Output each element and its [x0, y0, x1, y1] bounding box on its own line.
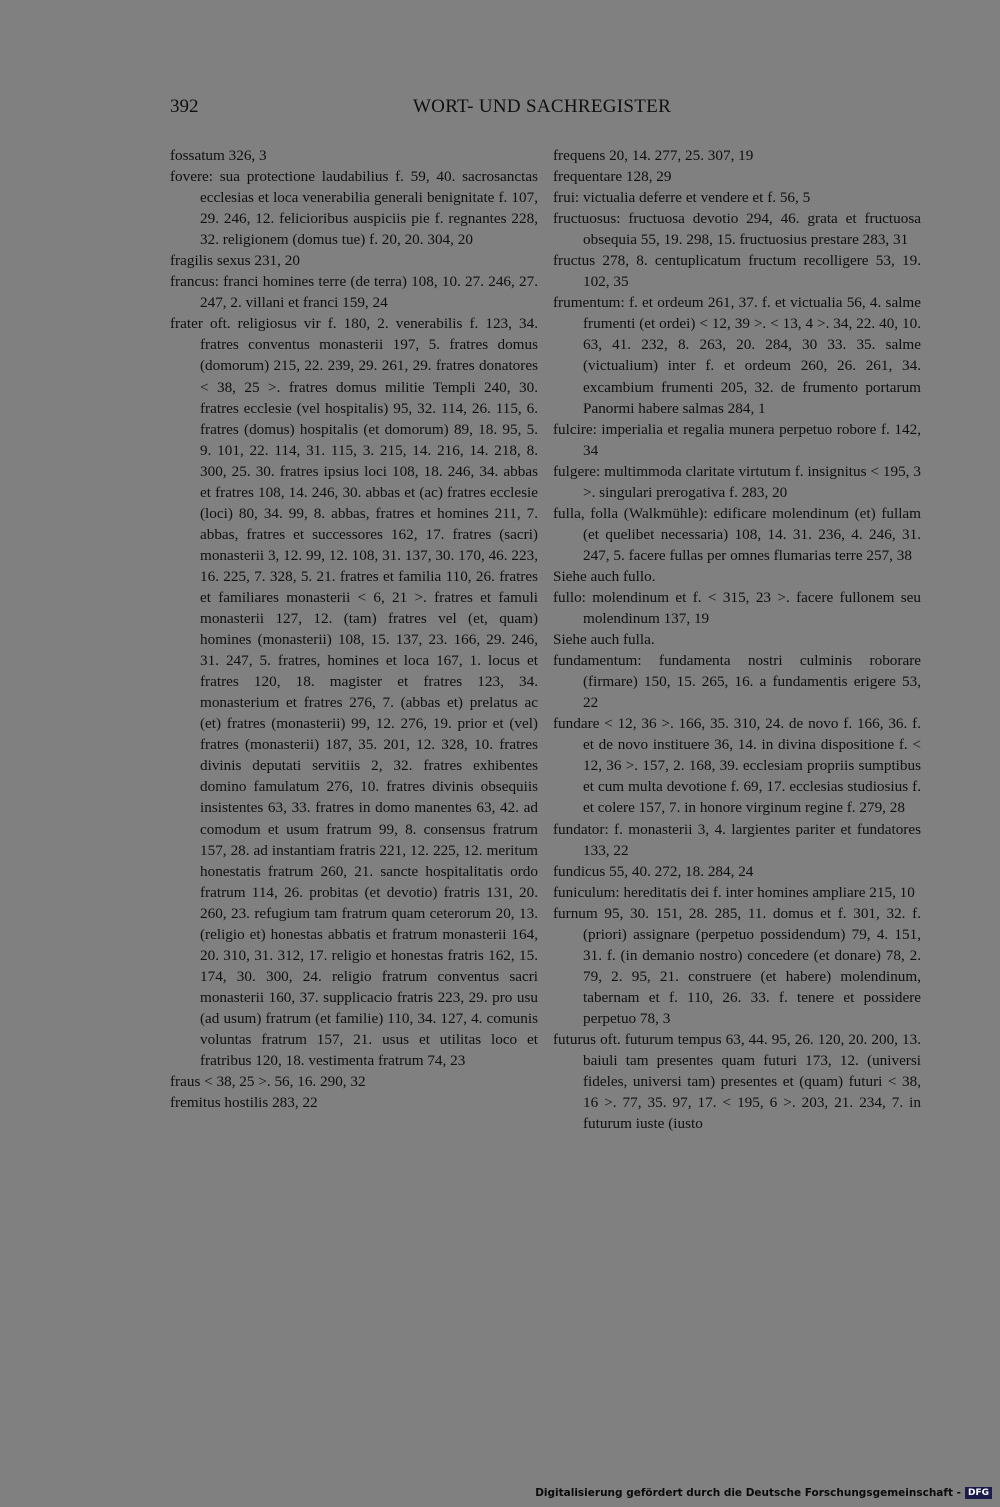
entry-text: fructuosus: fructuosa devotio 294, 46. grata et fructuosa obsequia 55, 19. 298, 15. fructuosius prestare 283, 31	[553, 210, 921, 249]
entry-text: fremitus hostilis 283, 22	[170, 1094, 318, 1112]
entry-text: fundamentum: fundamenta nostri culminis roborare (firmare) 150, 15. 265, 16. a fundamentis erigere 53, 22	[553, 652, 921, 712]
dfg-logo: DFG	[965, 1487, 992, 1499]
entry-text: funiculum: hereditatis dei f. inter homines ampliare 215, 10	[553, 883, 915, 901]
entry-text: fundicus 55, 40. 272, 18. 284, 24	[553, 862, 754, 880]
entry-text: fraus < 38, 25 >. 56, 16. 290, 32	[170, 1073, 366, 1091]
entry-text: fovere: sua protectione laudabilius f. 59, 40. sacrosanctas ecclesias et loca venerabilia generali benignitate f. 107, 29. 246, 12. felicioribus auspiciis pie f. regnantes 228, 32. religionem (domus tue) f. 20, 20. 304, 20	[170, 168, 538, 249]
entry-text: frumentum: f. et ordeum 261, 37. f. et victualia 56, 4. salme frumenti (et ordei) < 12, 39 >. < 13, 4 >. 34, 22. 40, 10. 63, 41. 232, 8. 263, 20. 284, 30 33. 35. salme (victualium) inter f. et ordeum 260, 26. 261, 34. excambium frumenti 205, 32. de frumento portarum Panormi habere salmas 284, 1	[553, 294, 921, 417]
entry-text: fundator: f. monasterii 3, 4. largientes pariter et fundatores 133, 22	[553, 820, 921, 859]
index-entry	[170, 313, 538, 1071]
index-entry	[553, 629, 921, 650]
index-entry	[553, 250, 921, 292]
footer-text: Digitalisierung gefördert durch die Deutsche Forschungsgemeinschaft -	[535, 1487, 961, 1499]
footer-credit	[535, 1487, 992, 1499]
entry-text: fulla, folla (Walkmühle): edificare molendinum (et) fullam (et quelibet necessaria) 108, 14. 31. 236, 4. 246, 31. 247, 5. facere fullas per omnes flumarias terre 257, 38	[553, 504, 921, 564]
entry-text: frui: victualia deferre et vendere et f. 56, 5	[553, 189, 811, 207]
index-entry	[553, 503, 921, 566]
index-entry	[170, 250, 538, 271]
index-entry	[553, 1029, 921, 1134]
entry-text: fulgere: multimmoda claritate virtutum f. insignitus < 195, 3 >. singulari prerogativa f. 283, 20	[553, 462, 921, 501]
index-entry	[553, 861, 921, 882]
entry-text: futurus oft. futurum tempus 63, 44. 95, 26. 120, 20. 200, 13. baiuli tam presentes quam futuri 173, 12. (universi fideles, universi tam) presentes et (quam) futuri < 38, 16 >. 77, 35. 97, 17. < 195, 6 >. 203, 21. 234, 7. in futurum iuste (iusto	[553, 1030, 921, 1133]
entry-text: frequentare 128, 29	[553, 168, 672, 186]
index-entry	[553, 713, 921, 818]
index-entry	[170, 271, 538, 313]
entry-text: fullo: molendinum et f. < 315, 23 >. facere fullonem seu molendinum 137, 19	[553, 588, 921, 628]
entry-text: fundare < 12, 36 >. 166, 35. 310, 24. de novo f. 166, 36. f. et de novo instituere 36, 14. in divina dispositione f. < 12, 36 >. 157, 2. 168, 39. ecclesiam propriis sumptibus et cum multa devotione f. 69, 17. ecclesias studiosius f. et colere 157, 7. in honore virginum regine f. 279, 28	[553, 715, 921, 817]
entry-text: fulcire: imperialia et regalia munera perpetuo robore f. 142, 34	[553, 420, 921, 459]
index-entry	[553, 819, 921, 861]
entry-text: fructus 278, 8. centuplicatum fructum recolligere 53, 19. 102, 35	[553, 252, 921, 291]
index-entry	[170, 1071, 538, 1092]
index-entry	[553, 166, 921, 187]
index-entry	[553, 419, 921, 461]
index-entry	[553, 187, 921, 208]
entry-text: Siehe auch fulla.	[553, 631, 655, 649]
index-entry	[553, 882, 921, 903]
entry-text: frater oft. religiosus vir f. 180, 2. venerabilis f. 123, 34. fratres conventus monasterii 197, 5. fratres domus (domorum) 215, 22. 239, 29. 261, 29. fratres donatores < 38, 25 >. fratres domus militie Templi 240, 30. fratres ecclesie (vel hospitalis) 95, 32. 114, 26. 115, 6. fratres (domus) hospitalis (et domorum) 89, 18. 95, 5. 9. 101, 22. 114, 31. 115, 3. 215, 14. 216, 14. 218, 8. 300, 25. 30. fratres ipsius loci 108, 18. 246, 34. abbas et fratres 108, 14. 246, 30. abbas et (ac) fratres ecclesie (loci) 80, 34. 99, 8. abbas, fratres et homines 211, 7. abbas, fratres et successores 162, 17. fratres (sacri) monasterii 3, 12. 99, 12. 108, 31. 137, 30. 170, 46. 223, 16. 225, 7. 328, 5. 21. fratres et familia 110, 26. fratres et familiares monasterii < 6, 21 >. fratres et famuli monasterii 127, 12. (tam) fratres vel (et, quam) homines (monasterii) 108, 15. 137, 23. 166, 29. 246, 31. 247, 5. fratres, homines et loca 167, 1. locus et fratres 120, 18. magister et fratres 123, 34. monasterium et fratres 276, 7. (abbas et) prelatus ac (et) fratres (monasterii) 99, 12. 276, 19. prior et (vel) fratres (monasterii) 187, 35. 201, 12. 328, 10. fratres divinis deputati servitiis 2, 32. fratres exhibentes domino famulatum 276, 10. fratres divinis obsequiis insistentes 63, 33. fratres in domo manentes 63, 42. ad comodum et usum fratrum 99, 8. consensus fratrum 157, 28. ad instantiam fratris 221, 12. 225, 12. meritum honestatis fratrum 260, 21. sancte hospitalitatis ordo fratrum 114, 26. probitas (et devotio) fratris 131, 20. 260, 23. refugium tam fratrum quam ceterorum 20, 13. (religio et) honestas abbatis et fratrum monasterii 164, 20. 310, 31. 312, 17. religio et honestas fratris 162, 15. 174, 30. 300, 24. religio fratrum conventus sacri monasterii 160, 37. supplicacio fratris 223, 29. pro usu (ad usum) fratrum (et familie) 110, 34. 127, 4. comunis voluntas fratrum 157, 21. usus et utilitas loco et fratribus 120, 18. vestimenta fratrum 74, 23	[170, 315, 538, 1070]
page-number: 392	[170, 96, 199, 117]
entry-text: furnum 95, 30. 151, 28. 285, 11. domus et f. 301, 32. f. (priori) assignare (perpetuo possidendum) 79, 4. 151, 31. f. (in demanio nostro) concedere (et donare) 78, 2. 79, 2. 95, 21. construere (et habere) molendinum, tabernam et f. 110, 26. 33. f. tenere et possidere perpetuo 78, 3	[553, 904, 921, 1027]
index-entry	[170, 1092, 538, 1113]
index-column-left	[170, 145, 538, 1113]
entry-text: Siehe auch fullo.	[553, 567, 656, 585]
index-entry	[553, 145, 921, 166]
index-entry	[553, 903, 921, 1029]
index-entry	[553, 208, 921, 250]
index-entry	[553, 461, 921, 503]
entry-text: frequens 20, 14. 277, 25. 307, 19	[553, 147, 754, 164]
index-entry	[553, 292, 921, 418]
index-entry	[553, 587, 921, 629]
entry-text: fossatum 326, 3	[170, 147, 267, 164]
index-entry	[553, 566, 921, 587]
running-head: WORT- UND SACHREGISTER	[412, 96, 672, 117]
index-column-right	[553, 145, 921, 1134]
entry-text: francus: franci homines terre (de terra) 108, 10. 27. 246, 27. 247, 2. villani et franci 159, 24	[170, 273, 538, 312]
entry-text: fragilis sexus 231, 20	[170, 252, 300, 270]
index-entry	[170, 166, 538, 250]
index-entry	[170, 145, 538, 166]
index-entry	[553, 650, 921, 713]
